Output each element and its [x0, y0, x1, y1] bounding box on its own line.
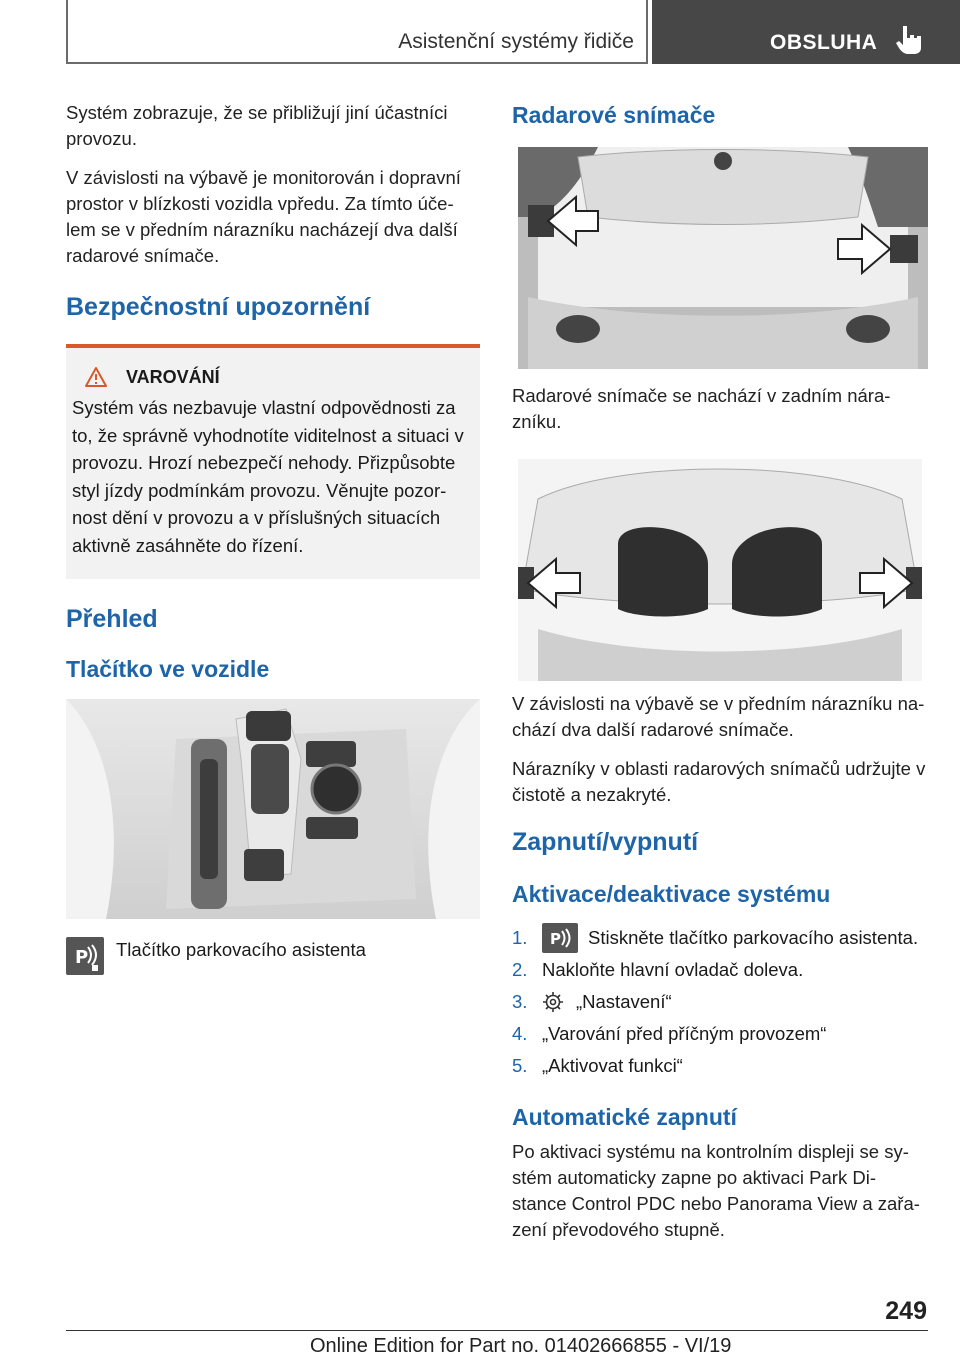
right-column [512, 102, 928, 1256]
heading-safety: Bezpečnostní upozornění [66, 293, 371, 321]
heading-radar-sensors: Radarové snímače [512, 102, 716, 128]
step-number: 3. [512, 991, 528, 1012]
step-text: „Nastavení“ [576, 991, 672, 1012]
header-tab [652, 0, 960, 64]
center-console-image [66, 699, 480, 919]
page-number: 249 [885, 1297, 927, 1325]
step-number: 2. [512, 959, 528, 980]
hand-pointer-icon [896, 24, 922, 54]
heading-button-in-vehicle: Tlačítko ve vozidle [66, 656, 270, 682]
heading-auto-on: Automatické zapnutí [512, 1104, 737, 1130]
left-column [66, 100, 480, 975]
list-item [512, 922, 928, 954]
gear-icon [542, 991, 564, 1013]
park-assist-button-icon [542, 923, 578, 953]
caption-rear-sensors: Radarové snímače se nachází v zadním nára- zníku. [512, 385, 891, 432]
paragraph-keep-clean: Nárazníky v oblasti radarových snímačů udržujte v čistotě a nezakryté. [512, 758, 926, 805]
step-number: 5. [512, 1055, 528, 1076]
caption-park-assist-button: Tlačítko parkovacího asistenta [116, 939, 366, 960]
paragraph-auto-on: Po aktivaci systému na kontrolním displeji se sy- stém automaticky zapne po aktivaci Park Di- stance Control PDC nebo Panorama View a zařa- zení převodového stupně. [512, 1141, 920, 1240]
header-section-frame [66, 0, 648, 64]
warning-triangle-icon [84, 366, 108, 388]
step-text: „Aktivovat funkci“ [542, 1055, 683, 1076]
step-number: 1. [512, 927, 528, 948]
list-item [512, 1018, 928, 1050]
warning-title: VAROVÁNÍ [126, 366, 220, 387]
header-section-title: Asistenční systémy řidiče [398, 30, 634, 53]
rear-bumper-image [518, 147, 934, 369]
step-number: 4. [512, 1023, 528, 1044]
warning-box [66, 344, 480, 579]
caption-front-sensors: V závislosti na výbavě se v předním nárazníku na- chází dva další radarové snímače. [512, 693, 925, 740]
step-text: „Varování před příčným provozem“ [542, 1023, 827, 1044]
step-text: Nakloňte hlavní ovladač doleva. [542, 959, 804, 980]
heading-on-off: Zapnutí/vypnutí [512, 828, 699, 856]
park-assist-button-icon [66, 937, 104, 975]
paragraph-traffic: Systém zobrazuje, že se přibližují jiní účastníci provozu. [66, 102, 448, 149]
header-tab-label: OBSLUHA [770, 31, 878, 54]
list-item [512, 986, 928, 1018]
list-item [512, 1050, 928, 1082]
list-item [512, 954, 928, 986]
step-text: Stiskněte tlačítko parkovacího asistenta. [588, 927, 919, 948]
heading-activate-system: Aktivace/deaktivace systému [512, 881, 831, 907]
paragraph-front-monitoring: V závislosti na výbavě je monitorován i dopravní prostor v blízkosti vozidla vpředu. Za tímto úče- lem se v předním nárazníku nacházejí dva další radarové snímače. [66, 167, 461, 266]
svg-text:P: P [75, 947, 89, 968]
warning-text: Systém vás nezbavuje vlastní odpovědnosti za to, že správně vyhodnotíte viditelnost a situaci v provozu. Hrozí nebezpečí nehody. Přizpůsobte styl jízdy podmínkám provozu. Věnujte pozor- nost dění v provozu a v příslušných situacích aktivně zasáhněte do řízení. [72, 397, 464, 556]
front-bumper-image [518, 459, 928, 681]
heading-overview: Přehled [66, 605, 158, 633]
footer-divider [66, 1330, 928, 1331]
footer-edition: Online Edition for Part no. 01402666855 - VI/19 [310, 1335, 732, 1357]
svg-text:P: P [550, 930, 561, 948]
activation-steps [512, 922, 928, 1082]
